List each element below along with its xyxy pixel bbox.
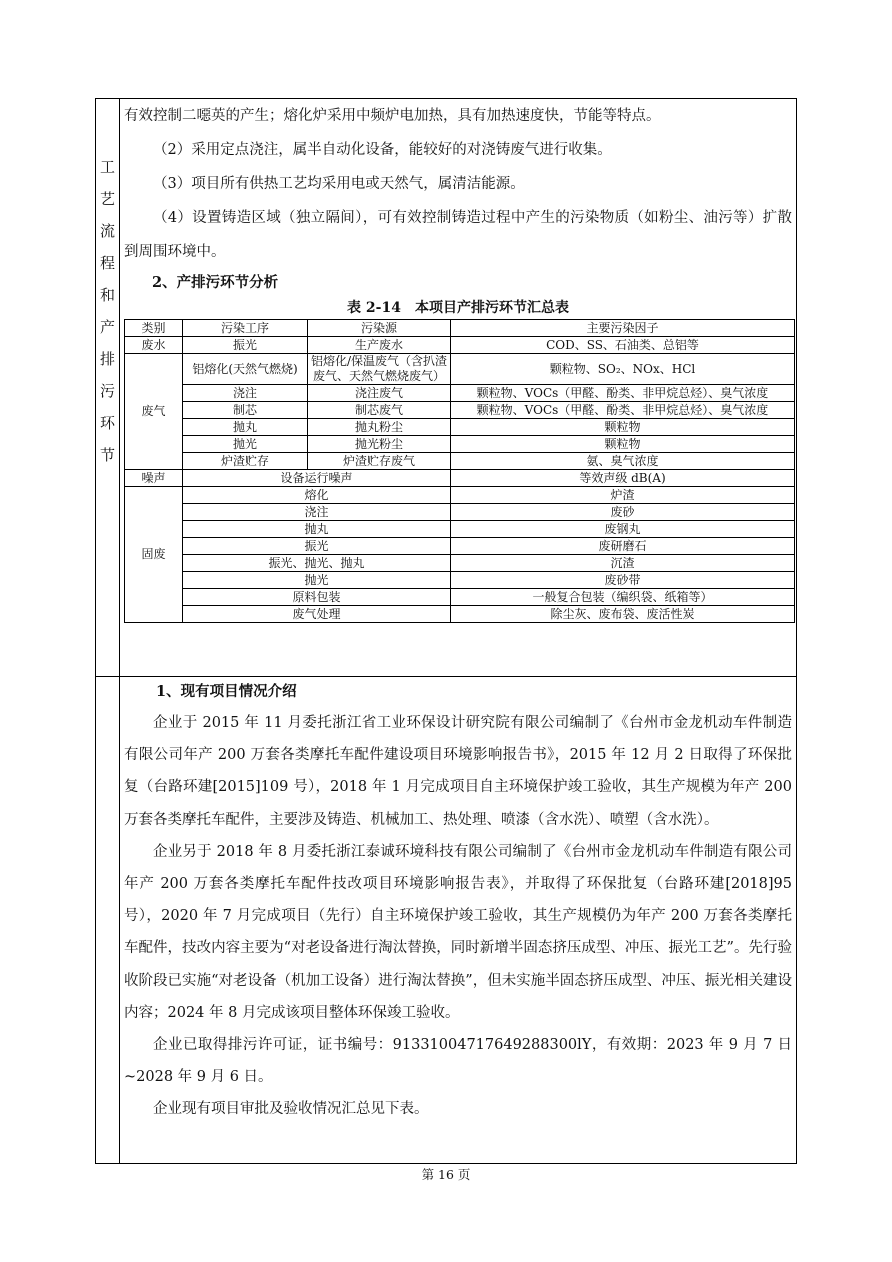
header-cell: 污染工序 [183, 320, 308, 337]
section-existing-project [120, 677, 796, 1126]
paragraph: 企业已取得排污许可证，证书编号：91331004717649288300lY，有效期：2023 年 9 月 7 日~2028 年 9 月 6 日。 [124, 1037, 792, 1086]
table-row: 抛丸 废钢丸 [125, 521, 795, 538]
paragraph: （2）采用定点浇注，属半自动化设备，能较好的对浇铸废气进行收集。 [153, 142, 612, 158]
pollution-table [124, 319, 795, 623]
paragraph: 企业现有项目审批及验收情况汇总见下表。 [153, 1101, 429, 1118]
table-row: 固废 熔化 炉渣 [125, 487, 795, 504]
category-cell: 噪声 [125, 470, 183, 487]
header-cell: 主要污染因子 [451, 320, 795, 337]
category-cell: 废气 [125, 354, 183, 470]
side-label: 工 艺 流 程 和 产 排 污 环 节 [99, 158, 115, 464]
section-heading: 1、现有项目情况介绍 [156, 683, 297, 700]
table-row: 废气 铝熔化(天然气燃烧) 铝熔化/保温废气（含扒渣废气、天然气燃烧废气） 颗粒物、SO₂、NOx、HCl [125, 354, 795, 385]
header-cell: 类别 [125, 320, 183, 337]
header-cell: 污染源 [308, 320, 451, 337]
section-heading: 2、产排污环节分析 [152, 274, 279, 291]
category-cell: 废水 [125, 337, 183, 354]
section-process [120, 99, 796, 623]
table-row: 废气处理 除尘灰、废布袋、废活性炭 [125, 606, 795, 623]
table-row: 浇注 浇注废气 颗粒物、VOCs（甲醛、酚类、非甲烷总烃）、臭气浓度 [125, 385, 795, 402]
page-number: 第 16 页 [421, 1167, 471, 1182]
paragraph: 企业于 2015 年 11 月委托浙江省工业环保设计研究院有限公司编制了《台州市金龙机动车件制造有限公司年产 200 万套各类摩托车配件建设项目环境影响报告书》，2015 年 12 月 2 日取得了环保批复（台路环建[2015]109 号），2018 年 1 月完成项目自主环境保护竣工验收，其生产规模为年产 200 万套各类摩托车配件，主要涉及铸造、机械加工、热处理、喷漆（含水洗）、喷塑（含水洗）。 [124, 715, 792, 828]
category-cell: 固废 [125, 487, 183, 623]
table-header-row [125, 320, 795, 337]
table-row: 抛光 废砂带 [125, 572, 795, 589]
paragraph: （3）项目所有供热工艺均采用电或天然气，属清洁能源。 [153, 176, 525, 192]
table-row: 炉渣贮存 炉渣贮存废气 氨、臭气浓度 [125, 453, 795, 470]
paragraph: 企业另于 2018 年 8 月委托浙江泰诚环境科技有限公司编制了《台州市金龙机动车件制造有限公司年产 200 万套各类摩托车配件技改项目环境影响报告表》，并取得了环保批复（台路环建[2018]95 号），2020 年 7 月完成项目（先行）自主环境保护竣工验收，其生产规模仍为年产 200 万套各类摩托车配件，技改内容主要为“对老设备进行淘汰替换，同时新增半固态挤压成型、冲压、振光工艺”。先行验收阶段已实施“对老设备（机加工设备）进行淘汰替换”，但未实施半固态挤压成型、冲压、振光相关建设内容；2024 年 8 月完成该项目整体环保竣工验收。 [124, 843, 792, 1021]
table-row: 抛丸 抛丸粉尘 颗粒物 [125, 419, 795, 436]
table-row: 制芯 制芯废气 颗粒物、VOCs（甲醛、酚类、非甲烷总烃）、臭气浓度 [125, 402, 795, 419]
table-row: 噪声 设备运行噪声 等效声级 dB(A) [125, 470, 795, 487]
document-frame [95, 98, 797, 1164]
table-row: 抛光 抛光粉尘 颗粒物 [125, 436, 795, 453]
table-row: 废水 振光 生产废水 COD、SS、石油类、总铝等 [125, 337, 795, 354]
table-row: 振光、抛光、抛丸 沉渣 [125, 555, 795, 572]
table-row: 浇注 废砂 [125, 504, 795, 521]
table-row: 振光 废研磨石 [125, 538, 795, 555]
paragraph: 有效控制二噁英的产生；熔化炉采用中频炉电加热，具有加热速度快，节能等特点。 [124, 108, 661, 124]
table-row: 原料包装 一般复合包装（编织袋、纸箱等） [125, 589, 795, 606]
table-caption: 表 2-14 本项目产排污环节汇总表 [347, 300, 569, 316]
paragraph: （4）设置铸造区域（独立隔间），可有效控制铸造过程中产生的污染物质（如粉尘、油污等）扩散到周围环境中。 [124, 210, 792, 260]
